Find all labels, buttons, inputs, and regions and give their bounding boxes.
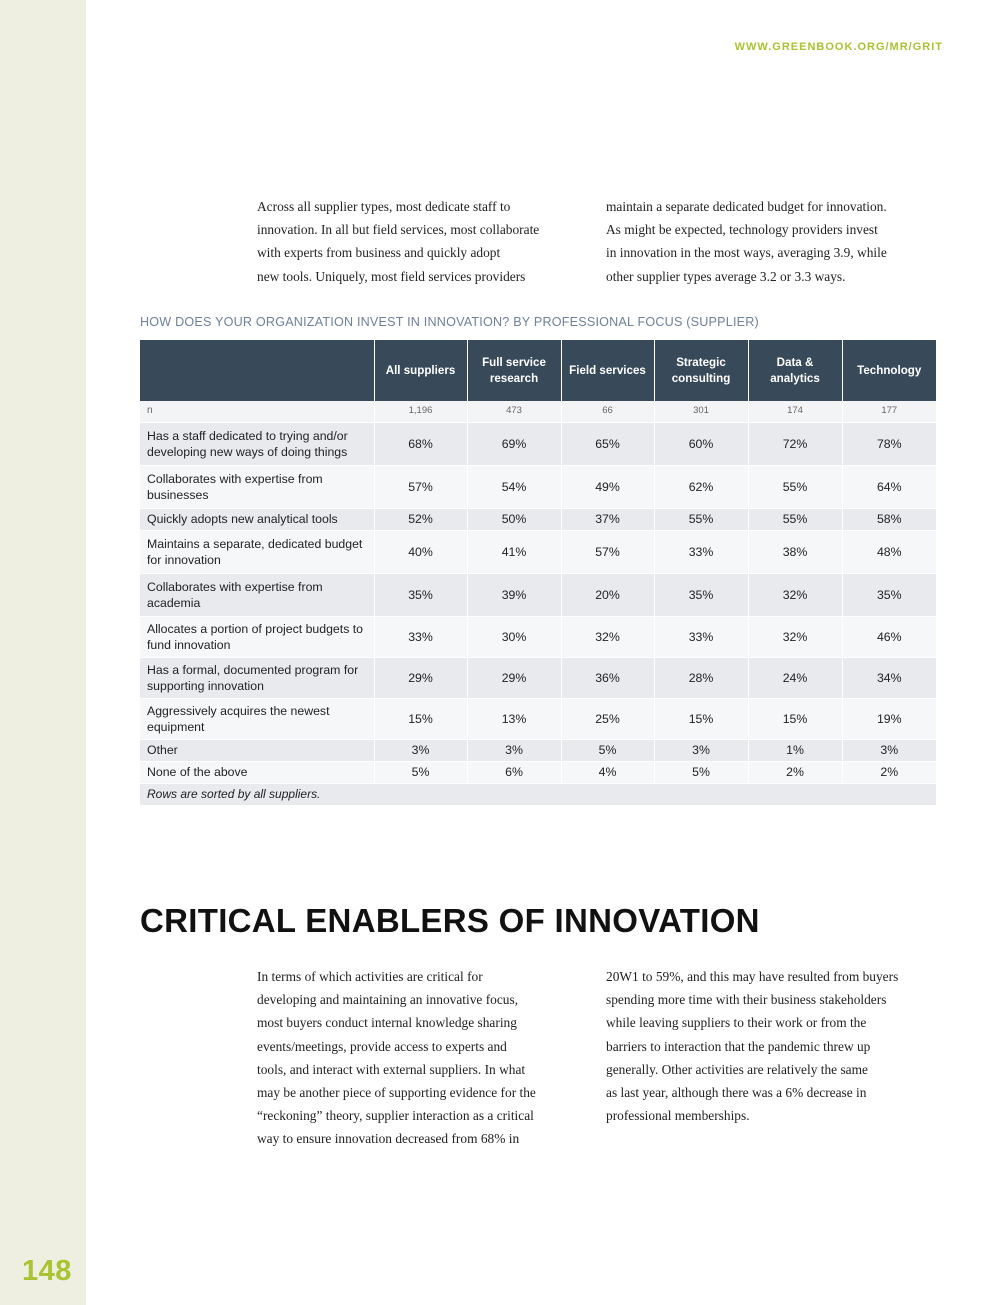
table-cell: 2% xyxy=(842,762,936,784)
text-line: as last year, although there was a 6% decrease in xyxy=(606,1085,867,1101)
table-row xyxy=(140,509,936,531)
table-row xyxy=(140,574,936,617)
intro-column-1 xyxy=(257,195,591,288)
table-row xyxy=(140,740,936,762)
table-cell: 34% xyxy=(842,658,936,699)
table-cell: 40% xyxy=(374,531,467,574)
table-title: HOW DOES YOUR ORGANIZATION INVEST IN INNOVATION? BY PROFESSIONAL FOCUS (SUPPLIER) xyxy=(140,315,759,329)
table-cell: 3% xyxy=(467,740,561,762)
table-cell: 4% xyxy=(561,762,654,784)
table-cell: 5% xyxy=(374,762,467,784)
section-column-2 xyxy=(606,965,940,1127)
sample-size-row xyxy=(140,401,936,423)
text-line: 20W1 to 59%, and this may have resulted from buyers xyxy=(606,969,899,984)
table-cell: 66 xyxy=(561,401,654,423)
table-cell: 55% xyxy=(748,466,842,509)
table-cell: 19% xyxy=(842,699,936,740)
row-label: Quickly adopts new analytical tools xyxy=(140,509,374,531)
text-line: maintain a separate dedicated budget for innovation. xyxy=(606,199,887,214)
table-cell: 30% xyxy=(467,617,561,658)
column-header xyxy=(140,340,374,401)
row-label: Allocates a portion of project budgets to fund innovation xyxy=(140,617,374,658)
table-cell: 37% xyxy=(561,509,654,531)
table-cell: 35% xyxy=(654,574,748,617)
text-line: while leaving suppliers to their work or from the xyxy=(606,1015,867,1031)
table-cell: 52% xyxy=(374,509,467,531)
table-cell: 33% xyxy=(654,617,748,658)
row-label: Has a staff dedicated to trying and/or developing new ways of doing things xyxy=(140,423,374,466)
table-cell: 48% xyxy=(842,531,936,574)
text-line: with experts from business and quickly adopt xyxy=(257,245,501,261)
table-cell: 29% xyxy=(467,658,561,699)
column-header: Data & analytics xyxy=(748,340,842,401)
table-cell: 49% xyxy=(561,466,654,509)
text-line: new tools. Uniquely, most field services providers xyxy=(257,268,526,284)
table-cell: 62% xyxy=(654,466,748,509)
page-number: 148 xyxy=(22,1255,72,1287)
header-url[interactable]: WWW.GREENBOOK.ORG/MR/GRIT xyxy=(734,41,943,53)
table-cell: 473 xyxy=(467,401,561,423)
table-cell: 13% xyxy=(467,699,561,740)
table-row xyxy=(140,762,936,784)
table-cell: 69% xyxy=(467,423,561,466)
table-cell: 68% xyxy=(374,423,467,466)
table-cell: 54% xyxy=(467,466,561,509)
table-cell: 33% xyxy=(374,617,467,658)
table-cell: 174 xyxy=(748,401,842,423)
table-cell: 50% xyxy=(467,509,561,531)
text-line: other supplier types average 3.2 or 3.3 ways. xyxy=(606,268,846,284)
text-line: innovation. In all but field services, most collaborate xyxy=(257,222,540,238)
text-line: tools, and interact with external suppliers. In what xyxy=(257,1061,526,1077)
text-line: professional memberships. xyxy=(606,1108,750,1124)
text-line: “reckoning” theory, supplier interaction as a critical xyxy=(257,1108,534,1124)
text-line: most buyers conduct internal knowledge sharing xyxy=(257,1015,517,1031)
table-cell: 24% xyxy=(748,658,842,699)
table-header-row xyxy=(140,340,936,401)
table-row xyxy=(140,699,936,740)
table-cell: 1,196 xyxy=(374,401,467,423)
text-line: As might be expected, technology providers invest xyxy=(606,222,878,238)
text-line: Across all supplier types, most dedicate staff to xyxy=(257,199,511,214)
section-column-1 xyxy=(257,965,591,1151)
page-sidebar xyxy=(0,0,86,1305)
row-label: Collaborates with expertise from businesses xyxy=(140,466,374,509)
table-row xyxy=(140,531,936,574)
table-note: Rows are sorted by all suppliers. xyxy=(140,784,936,806)
table-cell: 301 xyxy=(654,401,748,423)
text-line: generally. Other activities are relatively the same xyxy=(606,1061,868,1077)
table-cell: 15% xyxy=(748,699,842,740)
table-cell: 35% xyxy=(842,574,936,617)
row-label: Has a formal, documented program for supporting innovation xyxy=(140,658,374,699)
table-cell: 60% xyxy=(654,423,748,466)
table-cell: 58% xyxy=(842,509,936,531)
table-cell: 3% xyxy=(842,740,936,762)
table-cell: 25% xyxy=(561,699,654,740)
text-line: way to ensure innovation decreased from 68% in xyxy=(257,1131,520,1147)
table-cell: 15% xyxy=(654,699,748,740)
text-line: spending more time with their business stakeholders xyxy=(606,992,887,1008)
table-cell: 36% xyxy=(561,658,654,699)
row-label: Maintains a separate, dedicated budget for innovation xyxy=(140,531,374,574)
table-cell: 20% xyxy=(561,574,654,617)
table-row xyxy=(140,658,936,699)
table-cell: 5% xyxy=(561,740,654,762)
table-cell: 57% xyxy=(374,466,467,509)
table-cell: 72% xyxy=(748,423,842,466)
text-line: in innovation in the most ways, averaging 3.9, while xyxy=(606,245,887,261)
table-cell: 38% xyxy=(748,531,842,574)
column-header: Technology xyxy=(842,340,936,401)
text-line: may be another piece of supporting evidence for the xyxy=(257,1085,536,1101)
row-label: None of the above xyxy=(140,762,374,784)
table-cell: 15% xyxy=(374,699,467,740)
table-cell: 6% xyxy=(467,762,561,784)
table-cell: 3% xyxy=(654,740,748,762)
table-cell: 55% xyxy=(748,509,842,531)
text-line: In terms of which activities are critical for xyxy=(257,969,483,984)
table-note-row xyxy=(140,784,936,806)
table-cell: 55% xyxy=(654,509,748,531)
table-cell: 35% xyxy=(374,574,467,617)
table-cell: 57% xyxy=(561,531,654,574)
table-cell: 46% xyxy=(842,617,936,658)
row-label: Aggressively acquires the newest equipment xyxy=(140,699,374,740)
table-cell: 64% xyxy=(842,466,936,509)
table-cell: 3% xyxy=(374,740,467,762)
table-row xyxy=(140,423,936,466)
table-cell: 177 xyxy=(842,401,936,423)
table-cell: 32% xyxy=(748,617,842,658)
table-cell: 29% xyxy=(374,658,467,699)
text-line: events/meetings, provide access to experts and xyxy=(257,1038,507,1054)
row-label: Other xyxy=(140,740,374,762)
table-cell: 2% xyxy=(748,762,842,784)
table-cell: 65% xyxy=(561,423,654,466)
intro-column-2 xyxy=(606,195,940,288)
table-cell: 78% xyxy=(842,423,936,466)
text-line: developing and maintaining an innovative focus, xyxy=(257,992,519,1008)
table-row xyxy=(140,617,936,658)
innovation-table xyxy=(140,340,936,806)
table-cell: 32% xyxy=(748,574,842,617)
column-header: All suppliers xyxy=(374,340,467,401)
table-row xyxy=(140,466,936,509)
table-cell: 33% xyxy=(654,531,748,574)
table-cell: n xyxy=(140,401,374,423)
table-cell: 39% xyxy=(467,574,561,617)
table-cell: 5% xyxy=(654,762,748,784)
table-cell: 41% xyxy=(467,531,561,574)
table-cell: 28% xyxy=(654,658,748,699)
column-header: Strategic consulting xyxy=(654,340,748,401)
row-label: Collaborates with expertise from academia xyxy=(140,574,374,617)
table-cell: 1% xyxy=(748,740,842,762)
text-line: barriers to interaction that the pandemic threw up xyxy=(606,1038,871,1054)
column-header: Field services xyxy=(561,340,654,401)
table-cell: 32% xyxy=(561,617,654,658)
section-heading: CRITICAL ENABLERS OF INNOVATION xyxy=(140,902,760,939)
column-header: Full service research xyxy=(467,340,561,401)
